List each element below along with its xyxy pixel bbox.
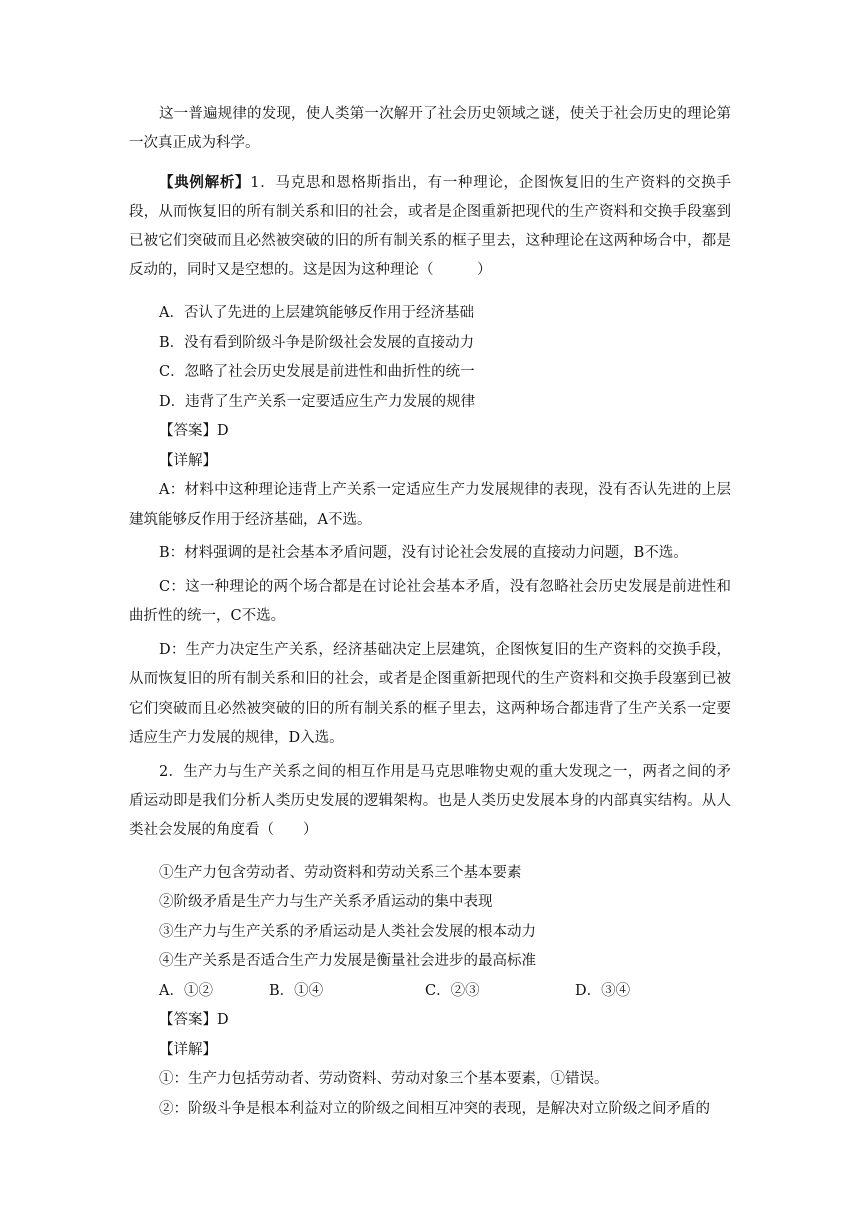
question-2-choice-b: B．①④ (269, 982, 324, 999)
question-2-explain-1: ①：生产力包括劳动者、劳动资料、劳动对象三个基本要素，①错误。 (159, 1071, 609, 1087)
question-2-statement-4: ④生产关系是否适合生产力发展是衡量社会进步的最高标准 (159, 953, 536, 969)
question-2-statement-2: ②阶级矛盾是生产力与生产关系矛盾运动的集中表现 (159, 894, 493, 910)
section-label: 【典例解析】 (159, 174, 251, 191)
question-1-answer: 【答案】D (159, 423, 229, 439)
question-1-explain-label: 【详解】 (159, 452, 217, 469)
question-1-option-c: C．忽略了社会历史发展是前进性和曲折性的统一 (159, 364, 475, 380)
question-1-explain-b: B：材料强调的是社会基本矛盾问题，没有讨论社会发展的直接动力问题，B不选。 (159, 545, 688, 561)
question-2-statement-3: ③生产力与生产关系的矛盾运动是人类社会发展的根本动力 (159, 923, 536, 940)
question-2-choice-d: D．③④ (575, 982, 631, 999)
document-body (129, 100, 731, 1124)
question-1-explain-c: C：这一种理论的两个场合都是在讨论社会基本矛盾，没有忽略社会历史发展是前进性和曲折性的统一，C不选。 (129, 578, 731, 624)
question-2-explain-label: 【详解】 (159, 1041, 217, 1058)
question-2-choices (129, 977, 731, 1007)
question-1-option-d: D．违背了生产关系一定要适应生产力发展的规律 (159, 393, 476, 410)
question-2-statement-1: ①生产力包含劳动者、劳动资料和劳动关系三个基本要素 (159, 864, 522, 881)
question-2-choice-c: C．②③ (425, 982, 480, 999)
question-2-explain-2: ②：阶级斗争是根本利益对立的阶级之间相互冲突的表现，是解决对立阶级之间矛盾的 (159, 1100, 710, 1117)
question-1-explain-a: A：材料中这种理论违背上产关系一定适应生产力发展规律的表现，没有否认先进的上层建筑能够反作用于经济基础，A不选。 (129, 482, 731, 528)
intro-paragraph: 这一普遍规律的发现，使人类第一次解开了社会历史领域之谜，使关于社会历史的理论第一次真正成为科学。 (129, 106, 731, 151)
question-1-option-b: B．没有看到阶级斗争是阶级社会发展的直接动力 (159, 334, 475, 351)
question-1-option-a: A．否认了先进的上层建筑能够反作用于经济基础 (159, 305, 474, 321)
question-2-choice-a: A．①② (159, 982, 213, 999)
question-1-stem (129, 168, 731, 285)
question-2-stem: 2．生产力与生产关系之间的相互作用是马克思唯物史观的重大发现之一，两者之间的矛盾运动即是我们分析人类历史发展的逻辑架构。也是人类历史发展本身的内部真实结构。从人类社会发展的角度看（ ） (129, 763, 731, 838)
question-1-text: 1．马克思和恩格斯指出，有一种理论，企图恢复旧的生产资料的交换手段，从而恢复旧的所有制关系和旧的社会，或者是企图重新把现代的生产资料和交换手段塞到已被它们突破而且必然被突破的旧的所有制关系的框子里去，这种理论在这两种场合中，都是反动的，同时又是空想的。这是因为这种理论（ ） (129, 175, 731, 278)
question-1-explain-d: D：生产力决定生产关系，经济基础决定上层建筑，企图恢复旧的生产资料的交换手段，从而恢复旧的所有制关系和旧的社会，或者是企图重新把现代的生产资料和交换手段塞到已被它们突破而且必然被突破的旧的所有制关系的框子里去，这两种场合都违背了生产关系一定要适应生产力发展的规律，D入选。 (129, 641, 731, 746)
question-2-answer: 【答案】D (159, 1012, 229, 1028)
